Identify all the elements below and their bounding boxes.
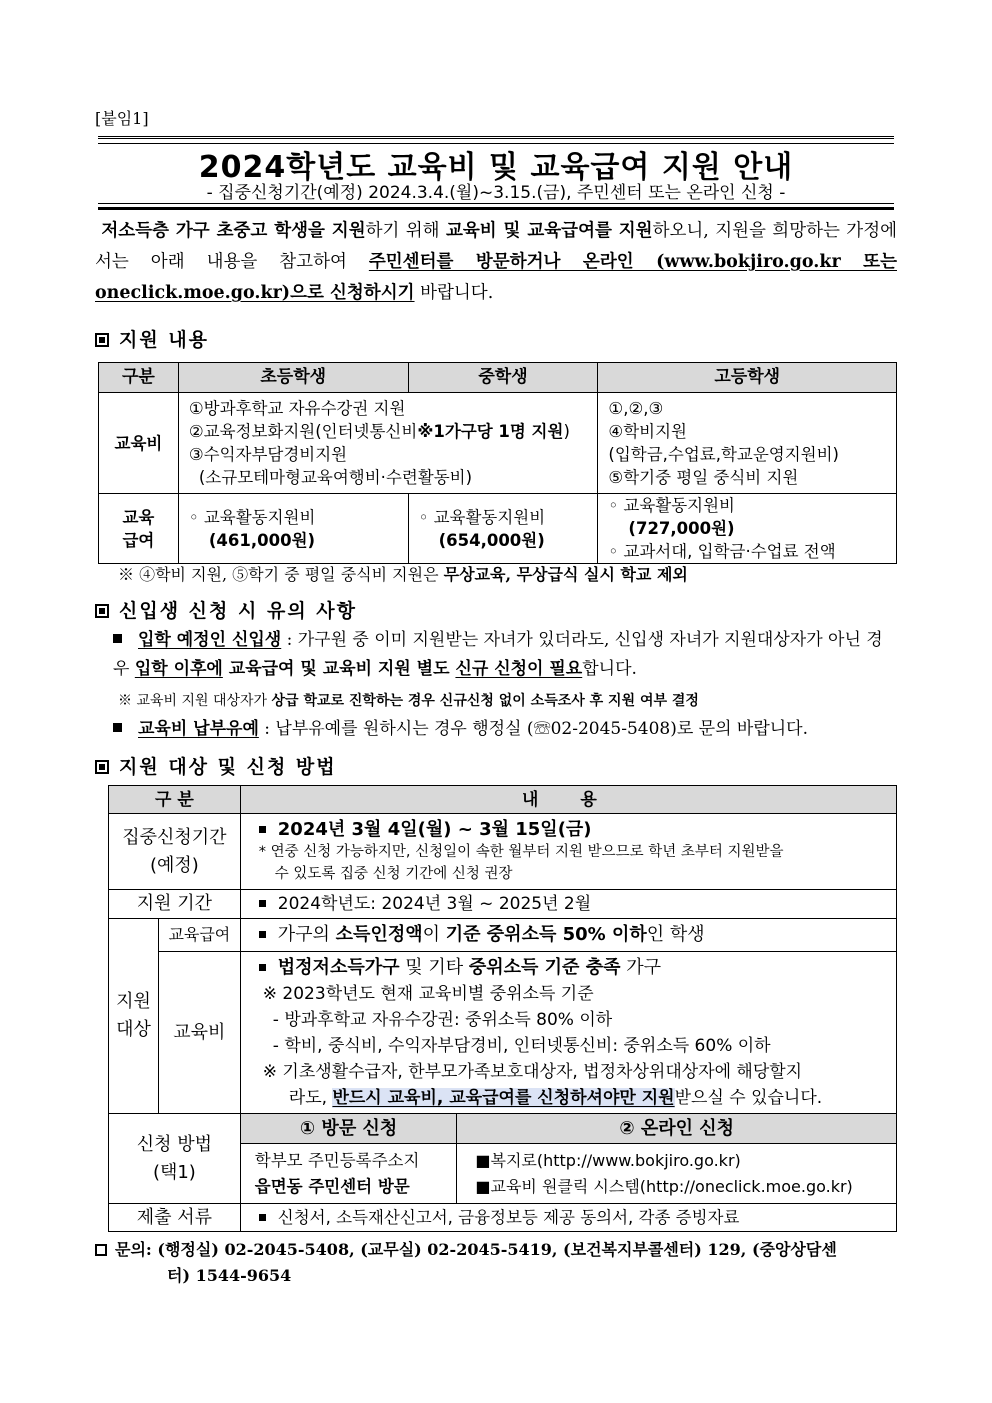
table-header-visit: ① 방문 신청 bbox=[240, 1114, 457, 1144]
education-cost-elem-mid bbox=[178, 393, 598, 494]
table-header: 초등학생 bbox=[178, 363, 408, 393]
cell-line: ④학비지원 bbox=[608, 422, 687, 441]
intro-part: 하오니, 지원을 희망하는 가정에서는 아래 내용을 참고하여 bbox=[95, 221, 898, 272]
cell-line: ⑤학기중 평일 중식비 지원 bbox=[608, 468, 799, 487]
intro-part: 바랍니다. bbox=[414, 283, 494, 303]
intro-part: 하기 위해 bbox=[365, 221, 446, 241]
page-title: 2024학년도 교육비 및 교육급여 지원 안내 bbox=[198, 150, 794, 185]
education-benefit-high: ◦ 교육활동지원비 (727,000원) ◦ 교과서대, 입학금·수업료 전액 bbox=[598, 494, 897, 564]
payment-deferral-notice: 교육비 납부유예 : 납부유예를 원하시는 경우 행정실 (☏02-2045-5408)로 문의 바랍니다. bbox=[113, 715, 897, 744]
eligibility-table bbox=[108, 785, 897, 1232]
row-label-documents: 제출 서류 bbox=[109, 1204, 241, 1232]
table-header: 고등학생 bbox=[598, 363, 897, 393]
education-benefit-mid: ◦ 교육활동지원비 (654,000원) bbox=[408, 494, 598, 564]
cell-line: ①방과후학교 자유수강권 지원 bbox=[188, 399, 406, 418]
row-label-support-period: 지원 기간 bbox=[109, 890, 241, 919]
visit-application: 학부모 주민등록주소지 읍면동 주민센터 방문 bbox=[240, 1144, 457, 1204]
row-label-benefit: 교육급여 bbox=[158, 919, 240, 952]
documents-content: 신청서, 소득재산신고서, 금융정보등 제공 동의서, 각종 증빙자료 bbox=[240, 1204, 896, 1232]
section-heading-freshman bbox=[95, 596, 357, 623]
intro-part: 저소득층 가구 초중고 학생을 지원 bbox=[101, 221, 366, 241]
support-period-content: 2024학년도: 2024년 3월 ~ 2025년 2월 bbox=[240, 890, 896, 919]
table-header: 내 용 bbox=[240, 786, 896, 814]
row-label-eligibility: 지원 대상 bbox=[109, 919, 159, 1114]
square-bullet-icon bbox=[95, 333, 109, 347]
section-heading-eligibility bbox=[95, 752, 337, 779]
square-bullet-icon bbox=[95, 604, 109, 618]
row-label-education-cost: 교육비 bbox=[99, 393, 179, 494]
attachment-label: [붙임1] bbox=[95, 109, 149, 128]
cell-line: ③수익자부담경비지원 bbox=[188, 445, 348, 464]
table-header-online: ② 온라인 신청 bbox=[457, 1114, 897, 1144]
section-heading-support bbox=[95, 325, 209, 352]
intro-part: 교육비 및 교육급여를 지원 bbox=[445, 221, 653, 241]
row-label-application-method: 신청 방법 (택1) bbox=[109, 1114, 241, 1204]
square-bullet-icon bbox=[95, 1244, 107, 1256]
bullet-icon bbox=[113, 723, 122, 732]
cell-line: (입학금,수업료,학교운영지원비) bbox=[608, 445, 839, 464]
row-label-education-benefit: 교육 급여 bbox=[99, 494, 179, 564]
education-benefit-elem: ◦ 교육활동지원비 (461,000원) bbox=[178, 494, 408, 564]
intro-apply-link: 주민센터를 방문하거나 온라인 (www.bokjiro.go.kr 또는 oneclick.moe.go.kr)으로 신청하시기 bbox=[95, 252, 897, 303]
support-content-table bbox=[98, 362, 897, 564]
table-header: 구분 bbox=[99, 363, 179, 393]
section-heading-text: 지원 내용 bbox=[119, 329, 210, 351]
cell-line: (소규모테마형교육여행비·수련활동비) bbox=[198, 468, 473, 487]
period-content: 2024년 3월 4일(월) ~ 3월 15일(금) * 연중 신청 가능하지만, 신청일이 속한 월부터 지원 받으므로 학년 초부터 지원받을 수 있도록 집중 신청 기간에 신청 권장 bbox=[240, 814, 896, 890]
benefit-eligibility: 가구의 소득인정액이 기준 중위소득 50% 이하인 학생 bbox=[240, 919, 896, 952]
cost-eligibility: 법정저소득가구 및 기타 중위소득 기준 충족 가구 ※ 2023학년도 현재 교육비별 중위소득 기준 - 방과후학교 자유수강권: 중위소득 80% 이하 - 학비, 중식비, 수익자부담경비, 인터넷통신비: 중위소득 60% 이하 ※ 기초생활수급자, 한부모가족보호대상자, 법정차상위대상자에 해당할지 라도, 반드시 교육비, 교육급여를 신청하셔야만 지원받으실 수 있습니다. bbox=[240, 952, 896, 1114]
bullet-icon bbox=[113, 634, 122, 643]
cell-line: ①,②,③ bbox=[608, 399, 664, 418]
page-subtitle: - 집중신청기간(예정) 2024.3.4.(월)~3.15.(금), 주민센터 또는 온라인 신청 - bbox=[206, 183, 786, 203]
education-cost-high bbox=[598, 393, 897, 494]
section1-footnote: ※ ④학비 지원, ⑤학기 중 평일 중식비 지원은 무상교육, 무상급식 실시 학교 제외 bbox=[118, 565, 688, 584]
bokjiro-link[interactable]: ■복지로(http://www.bokjiro.go.kr) bbox=[475, 1150, 741, 1170]
freshman-footnote: ※ 교육비 지원 대상자가 상급 학교로 진학하는 경우 신규신청 없이 소득조사 후 지원 여부 결정 bbox=[118, 693, 699, 709]
section-heading-text: 지원 대상 및 신청 방법 bbox=[119, 756, 337, 778]
freshman-notice: 입학 예정인 신입생 : 가구원 중 이미 지원받는 자녀가 있더라도, 신입생 자녀가 지원대상자가 아닌 경우 입학 이후에 교육급여 및 교육비 지원 별도 신규 신청이 필요합니다. bbox=[113, 630, 883, 679]
row-label-period: 집중신청기간 (예정) bbox=[109, 814, 241, 890]
row-label-education-cost: 교육비 bbox=[158, 952, 240, 1114]
table-header: 중학생 bbox=[408, 363, 598, 393]
online-application bbox=[457, 1144, 897, 1204]
square-bullet-icon bbox=[95, 760, 109, 774]
intro-paragraph bbox=[95, 216, 897, 309]
oneclick-link[interactable]: ■교육비 원클릭 시스템(http://oneclick.moe.go.kr) bbox=[475, 1176, 853, 1196]
contact-info: 문의: (행정실) 02-2045-5408, (교무실) 02-2045-5419, (보건복지부콜센터) 129, (중앙상담센 터) 1544-9654 bbox=[95, 1237, 897, 1289]
table-header: 구 분 bbox=[109, 786, 241, 814]
cell-line: ②교육정보화지원(인터넷통신비※1가구당 1명 지원) bbox=[188, 422, 570, 441]
section-heading-text: 신입생 신청 시 유의 사항 bbox=[119, 600, 357, 622]
title-rule-bottom bbox=[98, 203, 894, 210]
